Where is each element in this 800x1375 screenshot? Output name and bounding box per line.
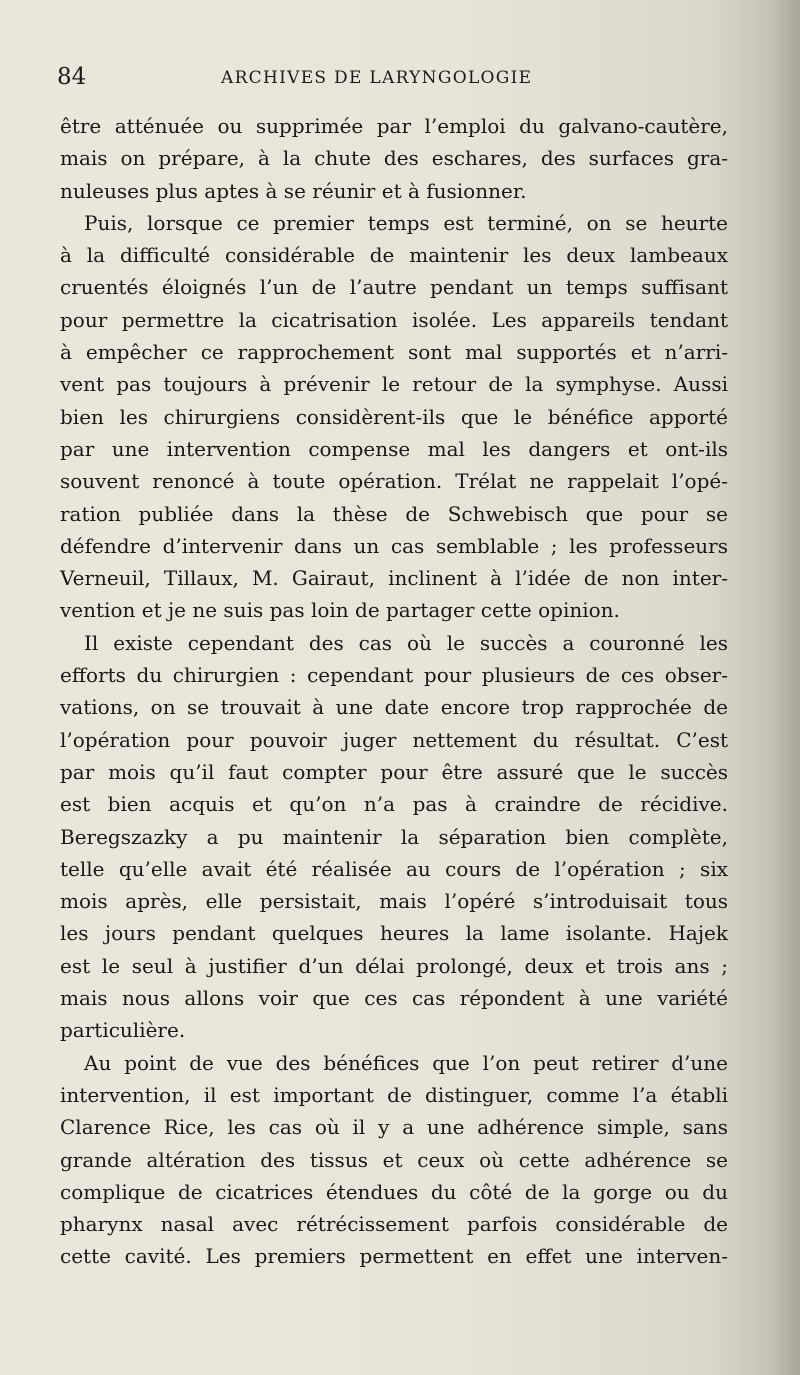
text-line: les jours pendant quelques heures la lame isolante. Hajek bbox=[60, 921, 728, 946]
text-line: à empêcher ce rapprochement sont mal supportés et n’arri- bbox=[60, 340, 728, 365]
text-line: est le seul à justifier d’un délai prolongé, deux et trois ans ; bbox=[60, 953, 728, 978]
text-line: nuleuses plus aptes à se réunir et à fusionner. bbox=[60, 178, 527, 203]
text-line: vention et je ne suis pas loin de partager cette opinion. bbox=[60, 598, 620, 623]
text-line: vations, on se trouvait à une date encore trop rapprochée de bbox=[60, 695, 728, 720]
text-line: ration publiée dans la thèse de Schwebisch que pour se bbox=[60, 501, 728, 526]
text-line: à la difficulté considérable de maintenir les deux lambeaux bbox=[60, 243, 728, 268]
text-line: Puis, lorsque ce premier temps est terminé, on se heurte bbox=[84, 210, 728, 235]
text-line: Beregszazky a pu maintenir la séparation bien complète, bbox=[60, 824, 728, 849]
text-line: cette cavité. Les premiers permettent en effet une interven- bbox=[60, 1244, 728, 1269]
text-line: Verneuil, Tillaux, M. Gairaut, inclinent à l’idée de non inter- bbox=[60, 566, 728, 591]
running-title: ARCHIVES DE LARYNGOLOGIE bbox=[221, 68, 533, 88]
text-line: défendre d’intervenir dans un cas semblable ; les professeurs bbox=[60, 533, 728, 558]
text-line: être atténuée ou supprimée par l’emploi du galvano-cautère, bbox=[60, 114, 728, 138]
text-line: pour permettre la cicatrisation isolée. Les appareils tendant bbox=[60, 307, 728, 332]
text-line: telle qu’elle avait été réalisée au cours de l’opération ; six bbox=[60, 856, 728, 881]
text-line: Au point de vue des bénéfices que l’on peut retirer d’une bbox=[84, 1050, 728, 1075]
text-line: efforts du chirurgien : cependant pour plusieurs de ces obser- bbox=[60, 663, 728, 688]
text-line: complique de cicatrices étendues du côté de la gorge ou du bbox=[60, 1179, 728, 1204]
text-line: est bien acquis et qu’on n’a pas à craindre de récidive. bbox=[60, 792, 728, 817]
text-line: Il existe cependant des cas où le succès a couronné les bbox=[84, 630, 728, 655]
text-line: particulière. bbox=[60, 1018, 186, 1043]
page-number: 84 bbox=[57, 64, 87, 90]
text-line: grande altération des tissus et ceux où cette adhérence se bbox=[60, 1147, 728, 1172]
page-header bbox=[57, 62, 737, 92]
text-line: bien les chirurgiens considèrent-ils que le bénéfice apporté bbox=[60, 404, 728, 429]
text-line: pharynx nasal avec rétrécissement parfois considérable de bbox=[60, 1212, 728, 1237]
text-line: intervention, il est important de distinguer, comme l’a établi bbox=[60, 1082, 728, 1107]
text-line: mois après, elle persistait, mais l’opéré s’introduisait tous bbox=[60, 889, 728, 914]
text-line: Clarence Rice, les cas où il y a une adhérence simple, sans bbox=[60, 1115, 728, 1140]
text-line: mais on prépare, à la chute des eschares, des surfaces gra- bbox=[60, 146, 728, 171]
text-line: l’opération pour pouvoir juger nettement du résultat. C’est bbox=[60, 727, 728, 752]
text-line: souvent renoncé à toute opération. Trélat ne rappelait l’opé- bbox=[60, 469, 728, 494]
text-line: par mois qu’il faut compter pour être assuré que le succès bbox=[60, 759, 728, 784]
text-line: par une intervention compense mal les dangers et ont-ils bbox=[60, 436, 728, 461]
text-line: cruentés éloignés l’un de l’autre pendant un temps suffisant bbox=[60, 275, 728, 300]
text-line: vent pas toujours à prévenir le retour de la symphyse. Aussi bbox=[60, 372, 728, 397]
text-line: mais nous allons voir que ces cas répondent à une variété bbox=[60, 986, 728, 1011]
body-text bbox=[60, 110, 728, 1273]
